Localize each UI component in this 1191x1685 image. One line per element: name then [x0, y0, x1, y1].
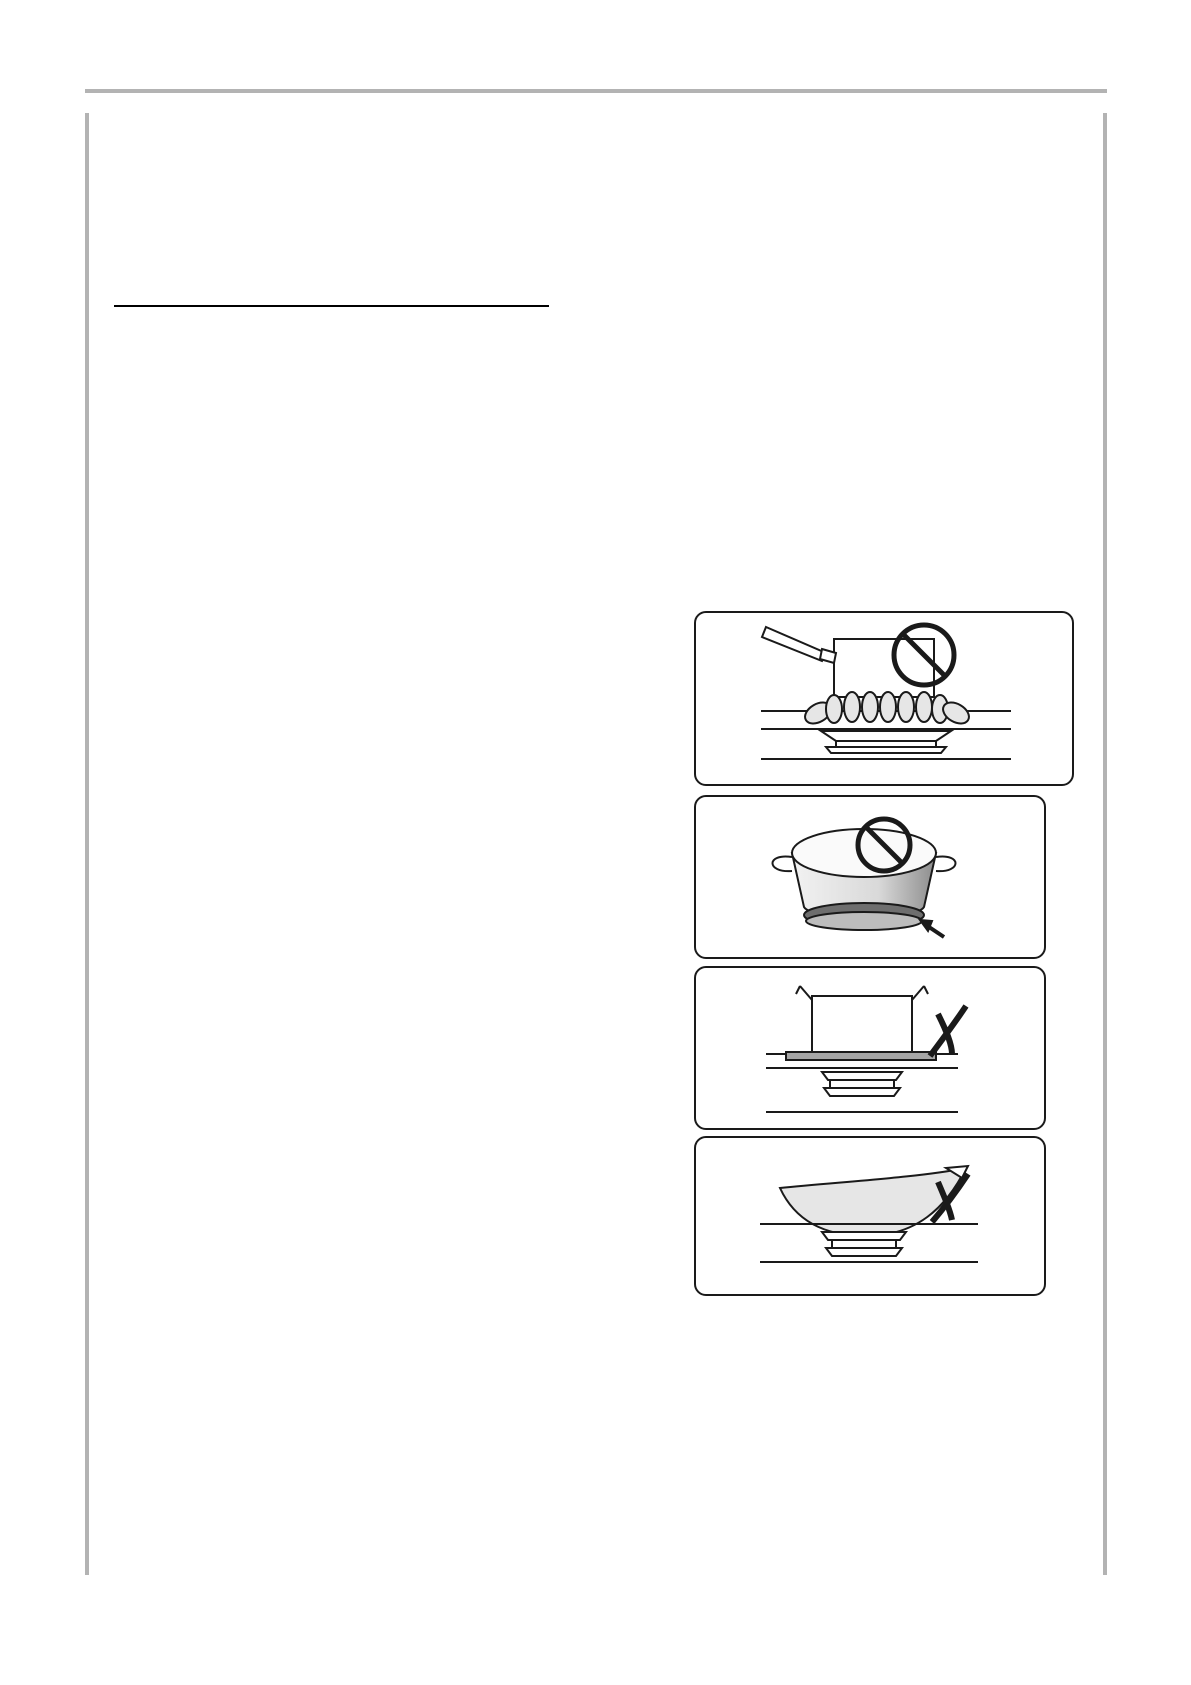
wok-on-burner-cross-icon	[696, 1138, 1044, 1294]
section-heading-underline	[114, 305, 549, 307]
right-margin-rule	[1103, 113, 1107, 1575]
illustration-panel-1	[694, 611, 1074, 786]
pan-handle-flames-prohibited-icon	[696, 613, 1072, 784]
illustration-panel-3	[694, 966, 1046, 1130]
left-margin-rule	[85, 113, 89, 1575]
pot-on-plate-cross-icon	[696, 968, 1044, 1128]
curved-base-pot-prohibited-icon	[696, 797, 1044, 957]
header-rule	[85, 89, 1107, 93]
illustration-panel-4	[694, 1136, 1046, 1296]
illustration-panel-2	[694, 795, 1046, 959]
